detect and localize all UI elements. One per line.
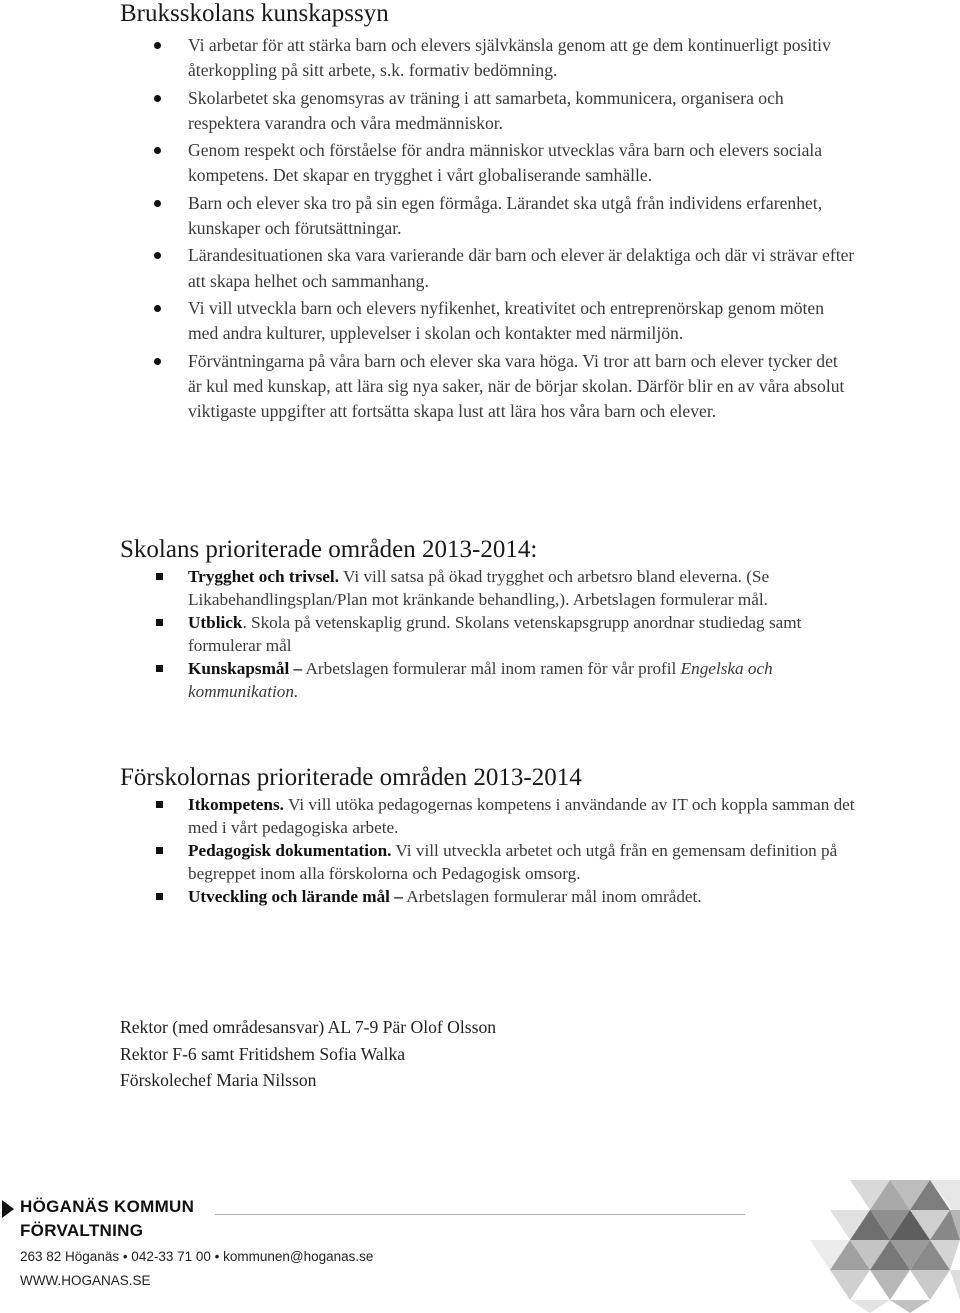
bullet-dot-icon: [154, 42, 161, 49]
bullet-dot-icon: [154, 95, 161, 102]
signature-line: Rektor F-6 samt Fritidshem Sofia Walka: [120, 1043, 406, 1064]
org-name: HÖGANÄS KOMMUN: [20, 1197, 195, 1216]
list-item: Kunskapsmål – Arbetslagen formulerar mål inom ramen för vår profil Engelska och kommunikation.: [120, 658, 855, 703]
list-item: Utblick. Skola på vetenskaplig grund. Skolans vetenskapsgrupp anordnar studiedag samt formulerar mål: [120, 612, 855, 657]
list-item: Utveckling och lärande mål – Arbetslagen formulerar mål inom området.: [120, 886, 855, 909]
contact-address: 263 82 Höganäs • 042-33 71 00 • kommunen@hoganas.se: [20, 1249, 374, 1264]
kunskapssyn-list: [120, 33, 855, 426]
signature-line: Rektor (med områdesansvar) AL 7-9 Pär Olof Olsson: [120, 1017, 497, 1037]
bullet-square-icon: [156, 665, 163, 672]
list-item: Förväntningarna på våra barn och elever ska vara höga. Vi tror att barn och elever tycker det är kul med kunskap, att lära sig nya saker, när de börjar skolan. Därför blir en av våra absolut viktigaste uppgifter att fortsätta skapa lust att lära hos våra barn och elever.: [120, 349, 855, 425]
signature-block: [120, 1014, 496, 1094]
bullet-dot-icon: [154, 305, 161, 312]
website-link[interactable]: WWW.HOGANAS.SE: [20, 1273, 151, 1288]
bullet-square-icon: [156, 893, 163, 900]
org-department: FÖRVALTNING: [20, 1221, 144, 1240]
list-item: Genom respekt och förståelse för andra människor utvecklas våra barn och elevers sociala kompetens. Det skapar en trygghet i vårt globaliserande samhälle.: [120, 138, 855, 189]
arrow-right-icon: [2, 1200, 14, 1218]
list-item: Vi arbetar för att stärka barn och elevers självkänsla genom att ge dem kontinuerligt positiv återkoppling på sitt arbete, s.k. formativ bedömning.: [120, 33, 855, 84]
section-title-forskolornas-omraden: Förskolornas prioriterade områden 2013-2014: [120, 764, 582, 791]
bullet-dot-icon: [154, 252, 161, 259]
skolans-omraden-list: [120, 566, 855, 705]
footer-divider: [215, 1214, 745, 1215]
forskolornas-omraden-list: [120, 794, 855, 910]
bullet-dot-icon: [154, 200, 161, 207]
list-item: Pedagogisk dokumentation. Vi vill utveckla arbetet och utgå från en gemensam definition på begreppet inom alla förskolorna och Pedagogisk omsorg.: [120, 840, 855, 885]
list-item: Itkompetens. Vi vill utöka pedagogernas kompetens i användande av IT och koppla samman det med i vårt pedagogiska arbete.: [120, 794, 855, 839]
bullet-square-icon: [156, 619, 163, 626]
bullet-square-icon: [156, 573, 163, 580]
bullet-dot-icon: [154, 147, 161, 154]
list-item: Vi vill utveckla barn och elevers nyfikenhet, kreativitet och entreprenörskap genom möten med andra kulturer, upplevelser i skolan och kontakter med närmiljön.: [120, 296, 855, 347]
bullet-dot-icon: [154, 358, 161, 365]
section-title-kunskapssyn: Bruksskolans kunskapssyn: [120, 0, 389, 27]
bullet-square-icon: [156, 801, 163, 808]
list-item: Barn och elever ska tro på sin egen förmåga. Lärandet ska utgå från individens erfarenhet, kunskaper och förutsättningar.: [120, 191, 855, 242]
list-item: Skolarbetet ska genomsyras av träning i att samarbeta, kommunicera, organisera och respektera varandra och våra medmänniskor.: [120, 86, 855, 137]
section-title-skolans-omraden: Skolans prioriterade områden 2013-2014:: [120, 536, 538, 563]
triangle-mosaic-logo-icon: [790, 1180, 960, 1313]
list-item: Trygghet och trivsel. Vi vill satsa på ökad trygghet och arbetsro bland eleverna. (Se Likabehandlingsplan/Plan mot kränkande behandling,). Arbetslagen formulerar mål.: [120, 566, 855, 611]
list-item: Lärandesituationen ska vara varierande där barn och elever är delaktiga och där vi strävar efter att skapa helhet och sammanhang.: [120, 243, 855, 294]
page-footer: [0, 1180, 960, 1313]
signature-line: Förskolechef Maria Nilsson: [120, 1070, 317, 1090]
bullet-square-icon: [156, 847, 163, 854]
